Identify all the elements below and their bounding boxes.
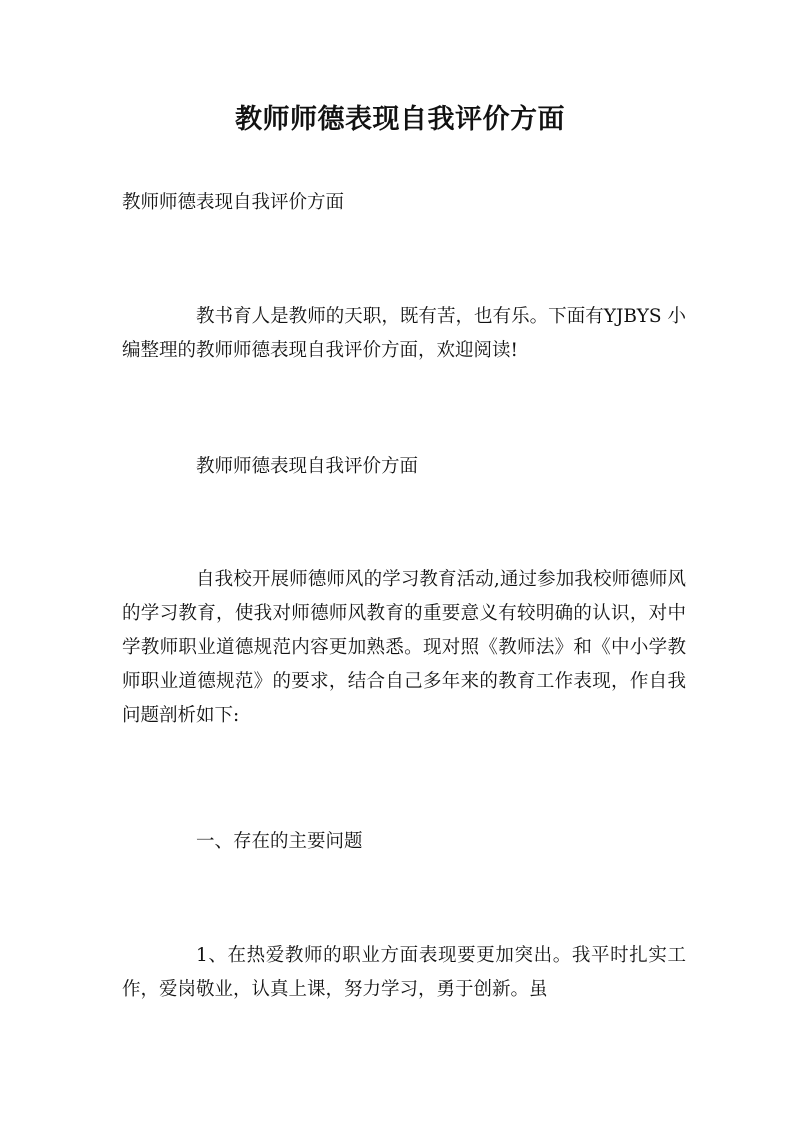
section-heading: 教师师德表现自我评价方面 (196, 456, 419, 477)
intro-paragraph: 教书育人是教师的天职，既有苦，也有乐。下面有YJBYS 小编整理的教师师德表现自我评价方面，欢迎阅读! (122, 306, 686, 361)
problem-1-paragraph: 1、在热爱教师的职业方面表现要更加突出。我平时扎实工作，爱岗敬业，认真上课，努力学习，勇于创新。虽 (122, 945, 686, 1000)
document-title: 教师师德表现自我评价方面 (235, 104, 565, 135)
body-paragraph: 自我校开展师德师风的学习教育活动,通过参加我校师德师风的学习教育，使我对师德师风教育的重要意义有较明确的认识，对中学教师职业道德规范内容更加熟悉。现对照《教师法》和《中小学教师职业道德规范》的要求，结合自己多年来的教育工作表现，作自我问题剖析如下: (122, 569, 686, 726)
document-subtitle: 教师师德表现自我评价方面 (122, 192, 345, 213)
problems-heading: 一、存在的主要问题 (196, 831, 363, 852)
